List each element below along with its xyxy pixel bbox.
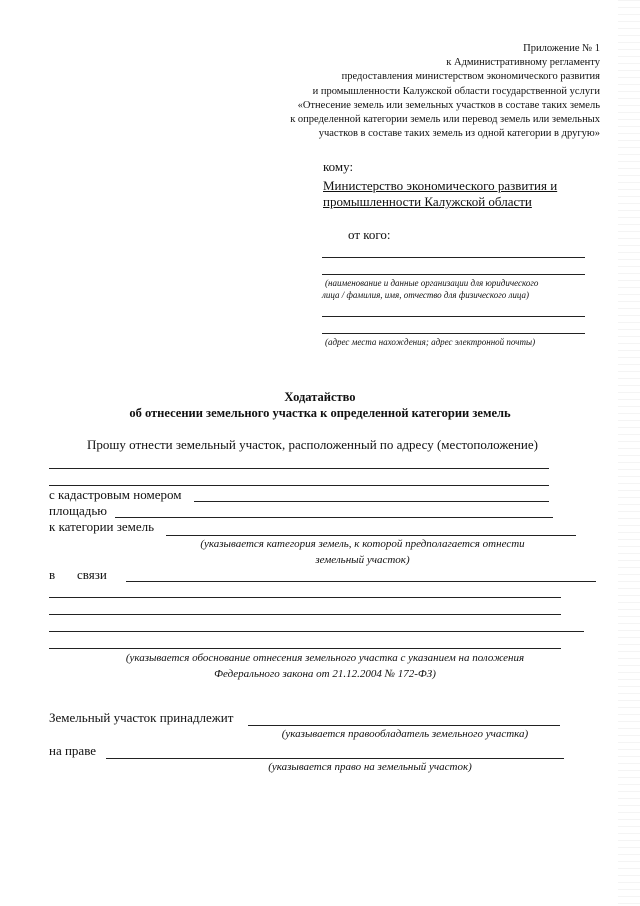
category-caption-2: земельный участок) [315,554,410,566]
appendix-line: предоставления министерством экономического развития [341,71,600,83]
owner-label: Земельный участок принадлежит [49,710,234,725]
category-field[interactable] [166,535,576,536]
reason-field-2[interactable] [49,597,561,598]
appendix-line: «Отнесение земель или земельных участков в составе таких земель [297,99,600,111]
address-line-2[interactable] [322,333,585,334]
area-label: площадью [49,503,107,518]
appendix-line: к Административному регламенту [446,57,600,69]
reason-field-1[interactable] [126,581,596,582]
document-subtitle: об отнесении земельного участка к определенной категории земель [129,406,511,420]
appendix-line: участков в составе таких земель из одной категории в другую» [318,128,600,140]
reason-field-3[interactable] [49,614,561,615]
area-field[interactable] [115,517,553,518]
appendix-header [200,42,600,141]
from-name-caption-2: лица / фамилия, имя, отчество для физического лица) [322,290,530,300]
scan-edge-artifact [618,0,640,906]
category-label: к категории земель [49,519,155,534]
reason-caption-2: Федерального закона от 21.12.2004 № 172-ФЗ) [214,668,436,680]
request-text: Прошу отнести земельный участок, расположенный по адресу (местоположение) [87,437,538,452]
reason-word-in: в [49,567,56,582]
appendix-line: и промышленности Калужской области государственной услуги [312,85,600,97]
appendix-line: к определенной категории земель или перевод земель или земельных [290,114,600,126]
right-field[interactable] [106,758,564,759]
address-field-line-2[interactable] [49,485,549,486]
to-value-line1: Министерство экономического развития и [323,178,558,193]
right-caption: (указывается право на земельный участок) [268,761,472,773]
from-label: от кого: [348,227,391,242]
document-title: Ходатайство [284,390,356,404]
owner-caption: (указывается правообладатель земельного участка) [281,728,529,740]
to-value-line2: промышленности Калужской области [323,194,532,209]
from-line-2[interactable] [322,274,585,275]
cadastral-label: с кадастровым номером [49,487,182,502]
from-line-1[interactable] [322,257,585,258]
to-label: кому: [323,159,354,174]
address-caption: (адрес места нахождения; адрес электронной почты) [325,337,536,347]
cadastral-field[interactable] [194,501,549,502]
reason-word-connection: связи [77,567,107,582]
address-line-1[interactable] [322,316,585,317]
reason-field-4[interactable] [49,631,584,632]
from-name-caption-1: (наименование и данные организации для юридического [325,278,539,288]
reason-caption-1: (указывается обоснование отнесения земельного участка с указанием на положения [125,652,525,664]
right-label: на праве [49,743,97,758]
reason-field-5[interactable] [49,648,561,649]
appendix-line: Приложение № 1 [523,43,600,54]
address-field-line-1[interactable] [49,468,549,469]
owner-field[interactable] [248,725,560,726]
category-caption-1: (указывается категория земель, к которой предполагается отнести [200,538,525,550]
